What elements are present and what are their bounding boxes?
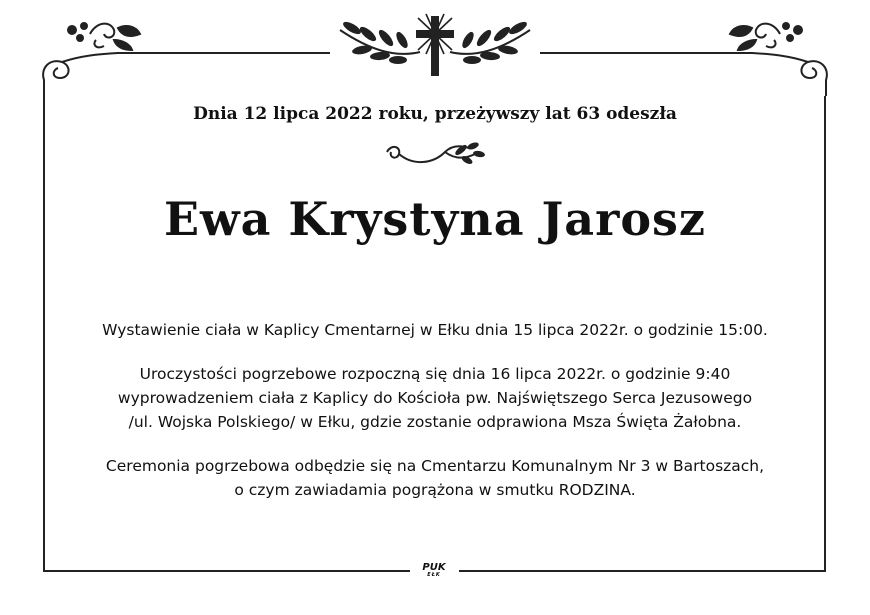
frame-left-border: [43, 96, 45, 570]
notice-body: [60, 318, 810, 522]
burial-line: o czym zawiadamia pogrążona w smutku RODZINA.: [234, 481, 636, 499]
top-ornament: [0, 0, 870, 100]
burial-paragraph: [60, 454, 810, 502]
right-corner-flourish-icon: [720, 23, 827, 96]
ceremony-line: wyprowadzeniem ciała z Kaplicy do Kościoła pw. Najświętszego Serca Jezusowego: [117, 389, 753, 407]
cross-icon: [416, 14, 454, 76]
viewing-paragraph: Wystawienie ciała w Kaplicy Cmentarnej w Ełku dnia 15 lipca 2022r. o godzinie 15:00.: [102, 321, 768, 339]
frame-bottom-border-right: [459, 570, 826, 572]
flourish-divider-icon: [383, 138, 487, 174]
logo-subtext: EŁK: [427, 572, 441, 578]
frame-right-border: [824, 96, 826, 570]
burial-line: Ceremonia pogrzebowa odbędzie się na Cmentarzu Komunalnym Nr 3 w Bartoszach,: [105, 457, 765, 475]
puk-logo: [414, 563, 454, 578]
ceremony-line: Uroczystości pogrzebowe rozpoczną się dnia 16 lipca 2022r. o godzinie 9:40: [139, 365, 731, 383]
ceremony-paragraph: [60, 362, 810, 434]
deceased-name: Ewa Krystyna Jarosz: [163, 192, 707, 246]
logo-text: PUK: [422, 562, 446, 573]
frame-bottom-border-left: [43, 570, 410, 572]
left-corner-flourish-icon: [43, 23, 150, 96]
left-laurel-icon: [340, 20, 420, 64]
ceremony-line: /ul. Wojska Polskiego/ w Ełku, gdzie zostanie odprawiona Msza Święta Żałobna.: [128, 413, 742, 431]
notice-heading: Dnia 12 lipca 2022 roku, przeżywszy lat 63 odeszła: [193, 104, 677, 124]
right-laurel-icon: [450, 20, 530, 64]
